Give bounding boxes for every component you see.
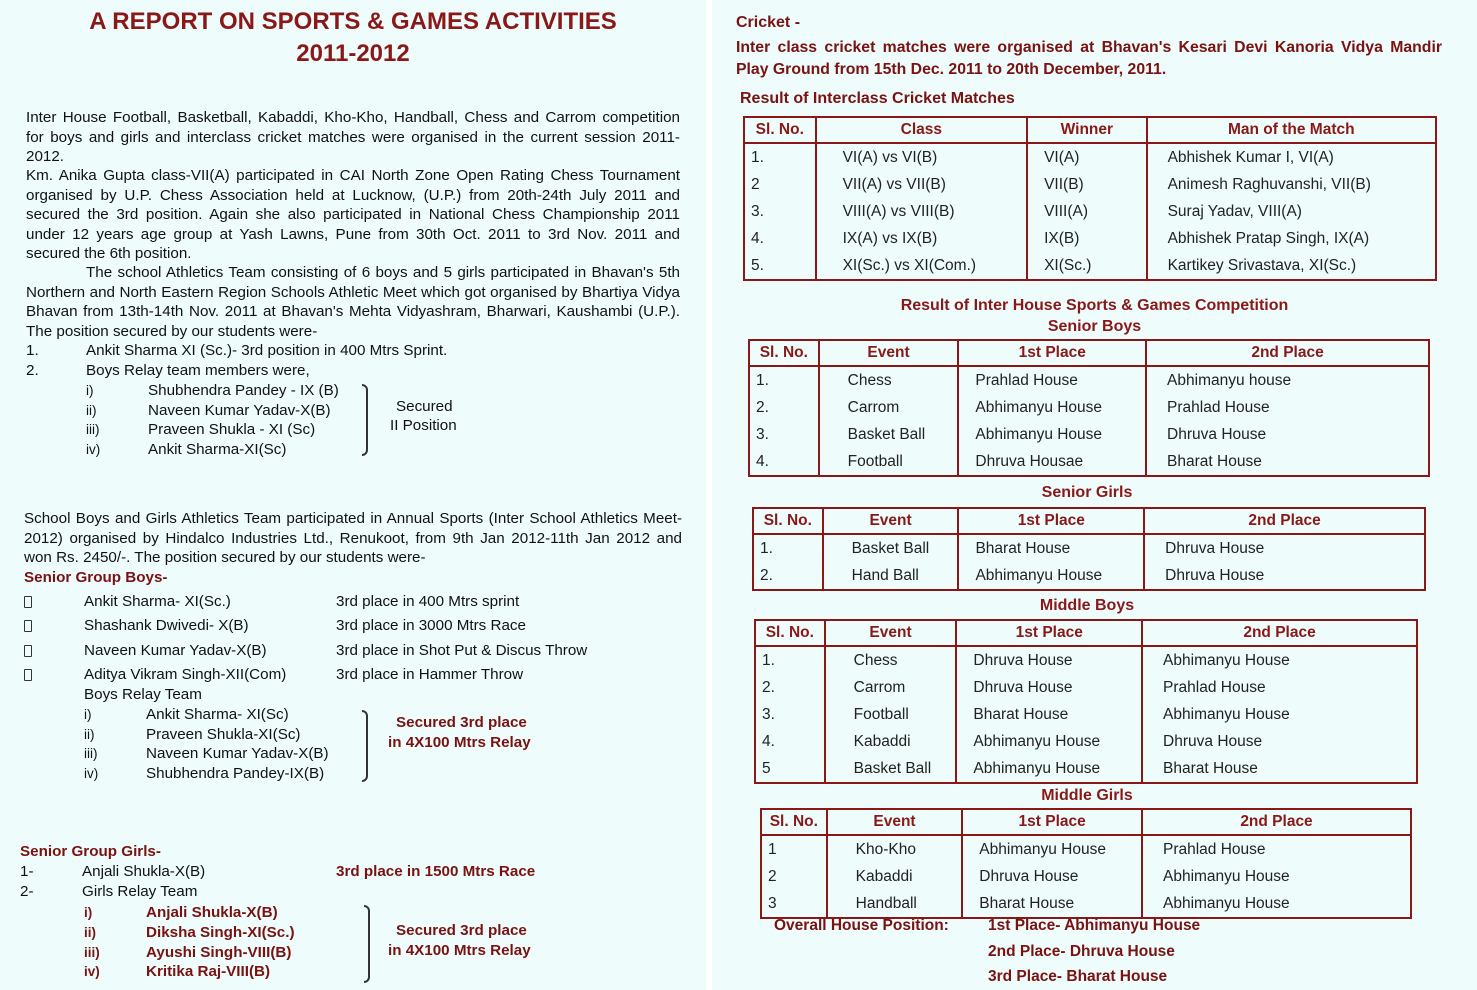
relay-member-name: Shubhendra Pandey-IX(B) — [146, 764, 325, 782]
first-place-cell: Dhruva House — [956, 674, 1142, 701]
serial-number-cell: 3 — [761, 890, 827, 918]
first-place-cell: Dhruva House — [956, 646, 1142, 674]
event-cell: Carrom — [819, 394, 959, 421]
serial-number-cell: 2. — [755, 674, 825, 701]
middle-girls-title: Middle Girls — [1041, 787, 1133, 804]
relay-member-number: ii) — [84, 924, 96, 940]
second-place-cell: Dhruva House — [1142, 728, 1417, 755]
event-cell: Kho-Kho — [827, 835, 963, 863]
table-row — [761, 890, 1411, 918]
class-cell: XI(Sc.) vs XI(Com.) — [816, 252, 1028, 280]
girls-1-name: Anjali Shukla-X(B) — [82, 863, 206, 880]
second-place-cell: Prahlad House — [1146, 394, 1429, 421]
table-header-row — [755, 620, 1417, 646]
first-place-cell: Abhimanyu House — [958, 562, 1144, 590]
overall-second-place: 2nd Place- Dhruva House — [988, 943, 1175, 960]
item-2-number: 2. — [26, 362, 39, 379]
column-header: Event — [823, 508, 959, 534]
column-header: 1st Place — [958, 508, 1144, 534]
serial-number-cell: 2 — [761, 863, 827, 890]
event-cell: Basket Ball — [825, 755, 957, 783]
table-header-row — [761, 809, 1411, 835]
event-cell: Basket Ball — [823, 534, 959, 562]
middle-boys-table — [754, 619, 1418, 784]
column-header: 1st Place — [962, 809, 1142, 835]
table-header-row — [749, 340, 1429, 366]
winner-cell: VI(A) — [1027, 143, 1146, 171]
second-place-cell: Bharat House — [1146, 448, 1429, 476]
relay-member-name: Ankit Sharma-XI(Sc) — [148, 440, 287, 458]
list-bullet-icon — [24, 669, 32, 681]
table-row — [753, 562, 1425, 590]
table-row — [755, 646, 1417, 674]
first-place-cell: Prahlad House — [958, 366, 1146, 394]
class-cell: VII(A) vs VII(B) — [816, 171, 1028, 198]
relay-member-name: Kritika Raj-VIII(B) — [146, 963, 271, 981]
athlete-result: 3rd place in Hammer Throw — [336, 665, 524, 683]
event-cell: Kabaddi — [825, 728, 957, 755]
table-header-row — [744, 117, 1436, 143]
senior-boys-heading: Senior Group Boys- — [24, 569, 168, 586]
relay-member-name: Naveen Kumar Yadav-X(B) — [146, 745, 329, 763]
athlete-name: Naveen Kumar Yadav-X(B) — [84, 641, 267, 659]
table-row — [755, 728, 1417, 755]
senior-girls-heading: Senior Group Girls- — [20, 843, 161, 860]
first-place-cell: Dhruva House — [962, 863, 1142, 890]
second-place-cell: Dhruva House — [1146, 421, 1429, 448]
column-header: 2nd Place — [1142, 620, 1417, 646]
winner-cell: VIII(A) — [1027, 198, 1146, 225]
hindalco-paragraph: School Boys and Girls Athletics Team participated in Annual Sports (Inter School Athletics Meet-2012) organised by Hindalco Industries Ltd., Renukoot, from 9th Jan 2012-11th Jan 2012 and won Rs. 2450/-. The position secured by our students were- — [24, 510, 682, 566]
relay-member-number: i) — [86, 383, 94, 398]
column-header: Event — [819, 340, 959, 366]
serial-number-cell: 1. — [744, 143, 816, 171]
man-of-match-cell: Kartikey Srivastava, XI(Sc.) — [1147, 252, 1436, 280]
report-year: 2011-2012 — [296, 40, 410, 67]
table-row — [749, 448, 1429, 476]
table-row — [749, 394, 1429, 421]
winner-cell: IX(B) — [1027, 225, 1146, 252]
column-header: Sl. No. — [753, 508, 823, 534]
middle-boys-title: Middle Boys — [1039, 597, 1135, 614]
man-of-match-cell: Abhishek Kumar I, VI(A) — [1147, 143, 1436, 171]
relay-2-result-line2: in 4X100 Mtrs Relay — [388, 734, 531, 751]
man-of-match-cell: Abhishek Pratap Singh, IX(A) — [1147, 225, 1436, 252]
relay-member-name: Praveen Shukla-XI(Sc) — [146, 725, 301, 743]
relay-member-number: ii) — [86, 402, 97, 418]
table-row — [744, 252, 1436, 280]
first-place-cell: Abhimanyu House — [958, 394, 1146, 421]
column-header: Sl. No. — [744, 117, 816, 143]
event-cell: Chess — [825, 646, 957, 674]
athlete-result: 3rd place in Shot Put & Discus Throw — [336, 641, 588, 659]
event-cell: Football — [819, 448, 959, 476]
serial-number-cell: 4. — [749, 448, 819, 476]
table-row — [744, 171, 1436, 198]
column-header: Sl. No. — [761, 809, 827, 835]
serial-number-cell: 2. — [753, 562, 823, 590]
table-row — [755, 674, 1417, 701]
overall-first-place: 1st Place- Abhimanyu House — [988, 917, 1201, 934]
first-place-cell: Abhimanyu House — [958, 421, 1146, 448]
column-header: Event — [827, 809, 963, 835]
table-row — [744, 225, 1436, 252]
table-row — [749, 421, 1429, 448]
relay-member-name: Diksha Singh-XI(Sc.) — [146, 923, 295, 941]
serial-number-cell: 3. — [749, 421, 819, 448]
serial-number-cell: 4. — [744, 225, 816, 252]
girls-1-number: 1- — [20, 863, 34, 880]
winner-cell: XI(Sc.) — [1027, 252, 1146, 280]
athlete-name: Aditya Vikram Singh-XII(Com) — [84, 665, 287, 683]
first-place-cell: Abhimanyu House — [962, 835, 1142, 863]
relay-member-number: iii) — [86, 422, 100, 438]
table-row — [755, 701, 1417, 728]
athlete-result: 3rd place in 400 Mtrs sprint — [336, 593, 520, 610]
item-1-text: Ankit Sharma XI (Sc.)- 3rd position in 400 Mtrs Sprint. — [86, 342, 448, 359]
serial-number-cell: 3. — [744, 198, 816, 225]
column-header: Event — [825, 620, 957, 646]
item-2-text: Boys Relay team members were, — [86, 362, 310, 379]
cricket-results-table — [743, 116, 1437, 281]
serial-number-cell: 3. — [755, 701, 825, 728]
relay-member-number: iv) — [84, 964, 100, 980]
table-row — [761, 835, 1411, 863]
relay-3-brace — [364, 905, 370, 983]
relay-member-number: ii) — [84, 726, 95, 742]
senior-boys-table — [748, 339, 1430, 477]
cricket-heading: Cricket - — [736, 14, 801, 31]
girls-1-result: 3rd place in 1500 Mtrs Race — [336, 863, 536, 880]
athlete-name: Shashank Dwivedi- X(B) — [84, 617, 249, 635]
boys-relay-label: Boys Relay Team — [84, 686, 202, 703]
first-place-cell: Bharat House — [962, 890, 1142, 918]
relay-member-name: Praveen Shukla - XI (Sc) — [148, 421, 316, 439]
first-place-cell: Abhimanyu House — [956, 728, 1142, 755]
first-place-cell: Dhruva Housae — [958, 448, 1146, 476]
table-row — [761, 863, 1411, 890]
relay-1-result-line2: II Position — [390, 417, 457, 434]
second-place-cell: Abhimanyu House — [1142, 890, 1411, 918]
overall-third-place: 3rd Place- Bharat House — [988, 968, 1168, 985]
table-row — [753, 534, 1425, 562]
table-row — [755, 755, 1417, 783]
column-header: Winner — [1027, 117, 1146, 143]
cricket-text: Inter class cricket matches were organised at Bhavan's Kesari Devi Kanoria Vidya Mandir Play Ground from 15th Dec. 2011 to 20th December, 2011. — [736, 39, 1442, 78]
athlete-result: 3rd place in 3000 Mtrs Race — [336, 617, 526, 635]
right-page — [712, 0, 1477, 990]
senior-girls-title: Senior Girls — [1041, 484, 1133, 501]
man-of-match-cell: Animesh Raghuvanshi, VII(B) — [1147, 171, 1436, 198]
relay-member-number: iv) — [84, 765, 99, 781]
middle-girls-table — [760, 808, 1412, 919]
table-row — [749, 366, 1429, 394]
column-header: 2nd Place — [1144, 508, 1425, 534]
relay-3-result-line2: in 4X100 Mtrs Relay — [388, 942, 531, 959]
relay-member-name: Naveen Kumar Yadav-X(B) — [148, 401, 331, 419]
column-header: 1st Place — [958, 340, 1146, 366]
second-place-cell: Dhruva House — [1144, 562, 1425, 590]
serial-number-cell: 1. — [755, 646, 825, 674]
second-place-cell: Abhimanyu House — [1142, 701, 1417, 728]
man-of-match-cell: Suraj Yadav, VIII(A) — [1147, 198, 1436, 225]
athletics-paragraph: The school Athletics Team consisting of 6 boys and 5 girls participated in Bhavan's 5th Northern and North Eastern Region Schools Athletic Meet which got organised by Bhartiya Vidya Bhavan from 13th-14th Nov. 2011 at Bhavan's Mehta Vidyashram, Bharwari, Kaushambi (U.P.). The position secured by our students were- — [26, 264, 680, 340]
column-header: 2nd Place — [1142, 809, 1411, 835]
serial-number-cell: 5. — [744, 252, 816, 280]
serial-number-cell: 1. — [749, 366, 819, 394]
relay-member-name: Shubhendra Pandey - IX (B) — [148, 382, 339, 399]
second-place-cell: Abhimanyu House — [1142, 646, 1417, 674]
column-header: Man of the Match — [1147, 117, 1436, 143]
class-cell: VIII(A) vs VIII(B) — [816, 198, 1028, 225]
relay-member-number: iv) — [86, 441, 101, 457]
second-place-cell: Abhimanyu House — [1142, 863, 1411, 890]
serial-number-cell: 1 — [761, 835, 827, 863]
second-place-cell: Prahlad House — [1142, 835, 1411, 863]
relay-member-number: i) — [84, 905, 93, 920]
first-place-cell: Abhimanyu House — [956, 755, 1142, 783]
relay-2-result-line1: Secured 3rd place — [396, 714, 527, 731]
winner-cell: VII(B) — [1027, 171, 1146, 198]
relay-member-number: iii) — [84, 944, 100, 960]
relay-member-number: i) — [84, 707, 92, 722]
cricket-result-heading: Result of Interclass Cricket Matches — [740, 90, 1015, 107]
relay-member-name: Ayushi Singh-VIII(B) — [146, 943, 292, 961]
relay-member-name: Anjali Shukla-X(B) — [146, 904, 278, 921]
serial-number-cell: 2. — [749, 394, 819, 421]
chess-paragraph: Km. Anika Gupta class-VII(A) participated in CAI North Zone Open Rating Chess Tournament organised by U.P. Chess Association held at Lucknow, (U.P.) from 20th-24th July 2011 and secured the 3rd position. Again she also participated in National Chess Championship 2011 under 12 years age group at Yash Lawns, Pune from 30th Oct. 2011 to 3rd Nov. 2011 and secured the 6th position. — [26, 167, 680, 262]
event-cell: Handball — [827, 890, 963, 918]
class-cell: IX(A) vs IX(B) — [816, 225, 1028, 252]
item-1-number: 1. — [26, 342, 39, 359]
list-bullet-icon — [24, 596, 32, 608]
serial-number-cell: 4. — [755, 728, 825, 755]
girls-2-number: 2- — [20, 883, 34, 900]
event-cell: Chess — [819, 366, 959, 394]
house-results-heading: Result of Inter House Sports & Games Competition — [900, 297, 1289, 314]
intro-paragraph: Inter House Football, Basketball, Kabaddi, Kho-Kho, Handball, Chess and Carrom competition for boys and girls and interclass cricket matches were organised in the current session 2011-2012. — [26, 109, 680, 165]
event-cell: Football — [825, 701, 957, 728]
second-place-cell: Prahlad House — [1142, 674, 1417, 701]
serial-number-cell: 5 — [755, 755, 825, 783]
relay-1-result-line1: Secured — [396, 398, 453, 415]
relay-3-result-line1: Secured 3rd place — [396, 922, 527, 939]
second-place-cell: Dhruva House — [1144, 534, 1425, 562]
column-header: 1st Place — [956, 620, 1142, 646]
overall-position-label: Overall House Position: — [774, 917, 949, 934]
senior-girls-table — [752, 507, 1426, 591]
table-row — [744, 143, 1436, 171]
second-place-cell: Abhimanyu house — [1146, 366, 1429, 394]
athlete-name: Ankit Sharma- XI(Sc.) — [84, 593, 231, 610]
serial-number-cell: 1. — [753, 534, 823, 562]
report-title: A REPORT ON SPORTS & GAMES ACTIVITIES — [89, 8, 617, 35]
relay-member-name: Ankit Sharma- XI(Sc) — [146, 706, 289, 723]
column-header: Sl. No. — [755, 620, 825, 646]
list-bullet-icon — [24, 620, 32, 632]
table-row — [744, 198, 1436, 225]
first-place-cell: Bharat House — [958, 534, 1144, 562]
column-header: Sl. No. — [749, 340, 819, 366]
event-cell: Hand Ball — [823, 562, 959, 590]
event-cell: Carrom — [825, 674, 957, 701]
girls-2-text: Girls Relay Team — [82, 883, 198, 900]
column-header: Class — [816, 117, 1028, 143]
list-bullet-icon — [24, 645, 32, 657]
class-cell: VI(A) vs VI(B) — [816, 143, 1028, 171]
senior-boys-title: Senior Boys — [1047, 318, 1142, 335]
first-place-cell: Bharat House — [956, 701, 1142, 728]
event-cell: Basket Ball — [819, 421, 959, 448]
table-header-row — [753, 508, 1425, 534]
relay-2-brace — [362, 710, 368, 782]
left-page — [0, 0, 706, 990]
relay-1-brace — [362, 384, 368, 456]
event-cell: Kabaddi — [827, 863, 963, 890]
second-place-cell: Bharat House — [1142, 755, 1417, 783]
serial-number-cell: 2 — [744, 171, 816, 198]
relay-member-number: iii) — [84, 746, 98, 762]
column-header: 2nd Place — [1146, 340, 1429, 366]
